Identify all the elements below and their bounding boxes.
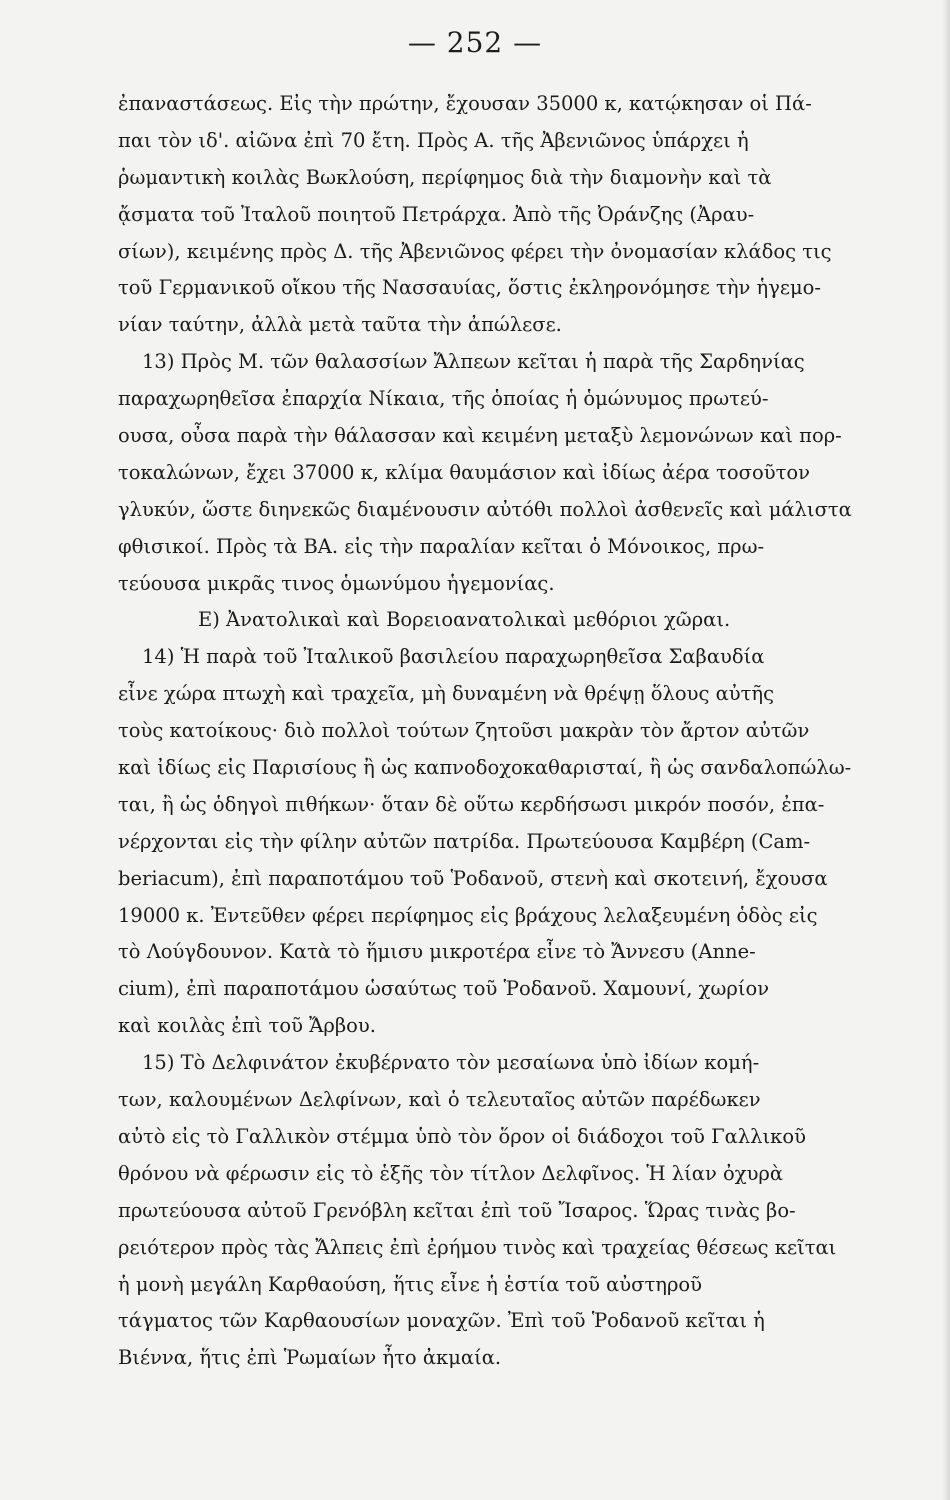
text-line: beriacum), ἐπὶ παραποτάμου τοῦ Ῥοδανοῦ, στενὴ καὶ σκοτεινή, ἔχουσα (118, 866, 828, 890)
text-line: γλυκύν, ὥστε διηνεκῶς διαμένουσιν αὐτόθι πολλοὶ ἀσθενεῖς καὶ μάλιστα (118, 497, 852, 521)
text-line: cium), ἐπὶ παραποτάμου ὡσαύτως τοῦ Ῥοδανοῦ. Χαμουνί, χωρίον (118, 977, 770, 1001)
text-line: σίων), κειμένης πρὸς Δ. τῆς Ἀβενιῶνος φέρει τὴν ὀνομασίαν κλάδος τις (118, 239, 832, 263)
text-line: τοὺς κατοίκους· διὸ πολλοὶ τούτων ζητοῦσι μακρὰν τὸν ἄρτον αὐτῶν (118, 719, 810, 743)
text-line: παραχωρηθεῖσα ἐπαρχία Νίκαια, τῆς ὁποίας ἡ ὁμώνυμος πρωτεύ- (118, 387, 769, 411)
text-line: φθισικοί. Πρὸς τὰ ΒΑ. εἰς τὴν παραλίαν κεῖται ὁ Μόνοικος, πρω- (118, 534, 765, 558)
section-heading: Ε) Ἀνατολικαὶ καὶ Βορειοανατολικαὶ μεθόριοι χῶραι. (198, 608, 731, 632)
text-line: τάγματος τῶν Καρθαουσίων μοναχῶν. Ἐπὶ τοῦ Ῥοδανοῦ κεῖται ἡ (118, 1309, 765, 1333)
text-line: νίαν ταύτην, ἀλλὰ μετὰ ταῦτα τὴν ἀπώλεσε. (118, 313, 562, 337)
text-line: τοκαλώνων, ἔχει 37000 κ, κλίμα θαυμάσιον καὶ ἰδίως ἀέρα τοσοῦτον (118, 460, 810, 484)
text-line: πρωτεύουσα αὐτοῦ Γρενόβλη κεῖται ἐπὶ τοῦ Ἴσαρος. Ὥρας τινὰς βο- (118, 1198, 796, 1222)
page-edge-shadow (942, 0, 950, 1500)
text-line: Βιέννα, ἥτις ἐπὶ Ῥωμαίων ἦτο ἀκμαία. (118, 1346, 502, 1370)
text-line: καὶ ἰδίως εἰς Παρισίους ἢ ὡς καπνοδοχοκαθαρισταί, ἢ ὡς σανδαλοπώλω- (118, 756, 852, 780)
text-line: ῥωμαντικὴ κοιλὰς Βωκλούση, περίφημος διὰ τὴν διαμονὴν καὶ τὰ (118, 165, 772, 189)
paragraph-14-start: 14) Ἡ παρὰ τοῦ Ἰταλικοῦ βασιλείου παραχωρηθεῖσα Σαβαυδία (142, 645, 765, 669)
paragraph-15-start: 15) Τὸ Δελφινάτον ἐκυβέρνατο τὸν μεσαίωνα ὑπὸ ἰδίων κομή- (142, 1051, 760, 1075)
text-line: ρειότερον πρὸς τὰς Ἄλπεις ἐπὶ ἐρήμου τινὸς καὶ τραχείας θέσεως κεῖται (118, 1235, 837, 1259)
text-line: ἐπαναστάσεως. Εἰς τὴν πρώτην, ἔχουσαν 35000 κ, κατῴκησαν οἱ Πά- (118, 92, 812, 115)
text-line: τὸ Λούγδουνον. Κατὰ τὸ ἥμισυ μικροτέρα εἶνε τὸ Ἄννεσυ (Anne- (118, 940, 756, 964)
text-line: παι τὸν ιδ'. αἰῶνα ἐπὶ 70 ἔτη. Πρὸς Α. τῆς Ἀβενιῶνος ὑπάρχει ἡ (118, 128, 749, 152)
text-line: ται, ἢ ὡς ὁδηγοὶ πιθήκων· ὅταν δὲ οὕτω κερδήσωσι μικρόν ποσόν, ἐπα- (118, 792, 825, 816)
text-line: τοῦ Γερμανικοῦ οἴκου τῆς Νασσαυίας, ὅστις ἐκληρονόμησε τὴν ἡγεμο- (118, 276, 821, 300)
text-line: θρόνου νὰ φέρωσιν εἰς τὸ ἑξῆς τὸν τίτλον Δελφῖνος. Ἡ λίαν ὀχυρὰ (118, 1161, 784, 1185)
page-number: — 252 — (407, 26, 543, 59)
text-line: ἡ μονὴ μεγάλη Καρθαούση, ἥτις εἶνε ἡ ἑστία τοῦ αὐστηροῦ (118, 1272, 703, 1296)
text-line: αὐτὸ εἰς τὸ Γαλλικὸν στέμμα ὑπὸ τὸν ὅρον οἱ διάδοχοι τοῦ Γαλλικοῦ (118, 1124, 806, 1148)
text-line: εἶνε χώρα πτωχὴ καὶ τραχεῖα, μὴ δυναμένη νὰ θρέψῃ ὅλους αὐτῆς (118, 682, 775, 706)
text-line: ουσα, οὖσα παρὰ τὴν θάλασσαν καὶ κειμένη μεταξὺ λεμονώνων καὶ πορ- (118, 424, 842, 448)
text-line: ᾄσματα τοῦ Ἰταλοῦ ποιητοῦ Πετράρχα. Ἀπὸ τῆς Ὀράνζης (Ἀραυ- (118, 202, 755, 226)
page-text (118, 86, 938, 1377)
text-line: καὶ κοιλὰς ἐπὶ τοῦ Ἄρβου. (118, 1014, 376, 1038)
text-line: 19000 κ. Ἐντεῦθεν φέρει περίφημος εἰς βράχους λελαξευμένη ὁδὸς εἰς (118, 903, 818, 927)
text-line: νέρχονται εἰς τὴν φίλην αὐτῶν πατρίδα. Πρωτεύουσα Καμβέρη (Cam- (118, 829, 811, 853)
text-line: των, καλουμένων Δελφίνων, καὶ ὁ τελευταῖος αὐτῶν παρέδωκεν (118, 1088, 761, 1112)
text-line: τεύουσα μικρᾶς τινος ὁμωνύμου ἡγεμονίας. (118, 571, 555, 595)
paragraph-13-start: 13) Πρὸς Μ. τῶν θαλασσίων Ἄλπεων κεῖται ἡ παρὰ τῆς Σαρδηνίας (142, 350, 805, 374)
